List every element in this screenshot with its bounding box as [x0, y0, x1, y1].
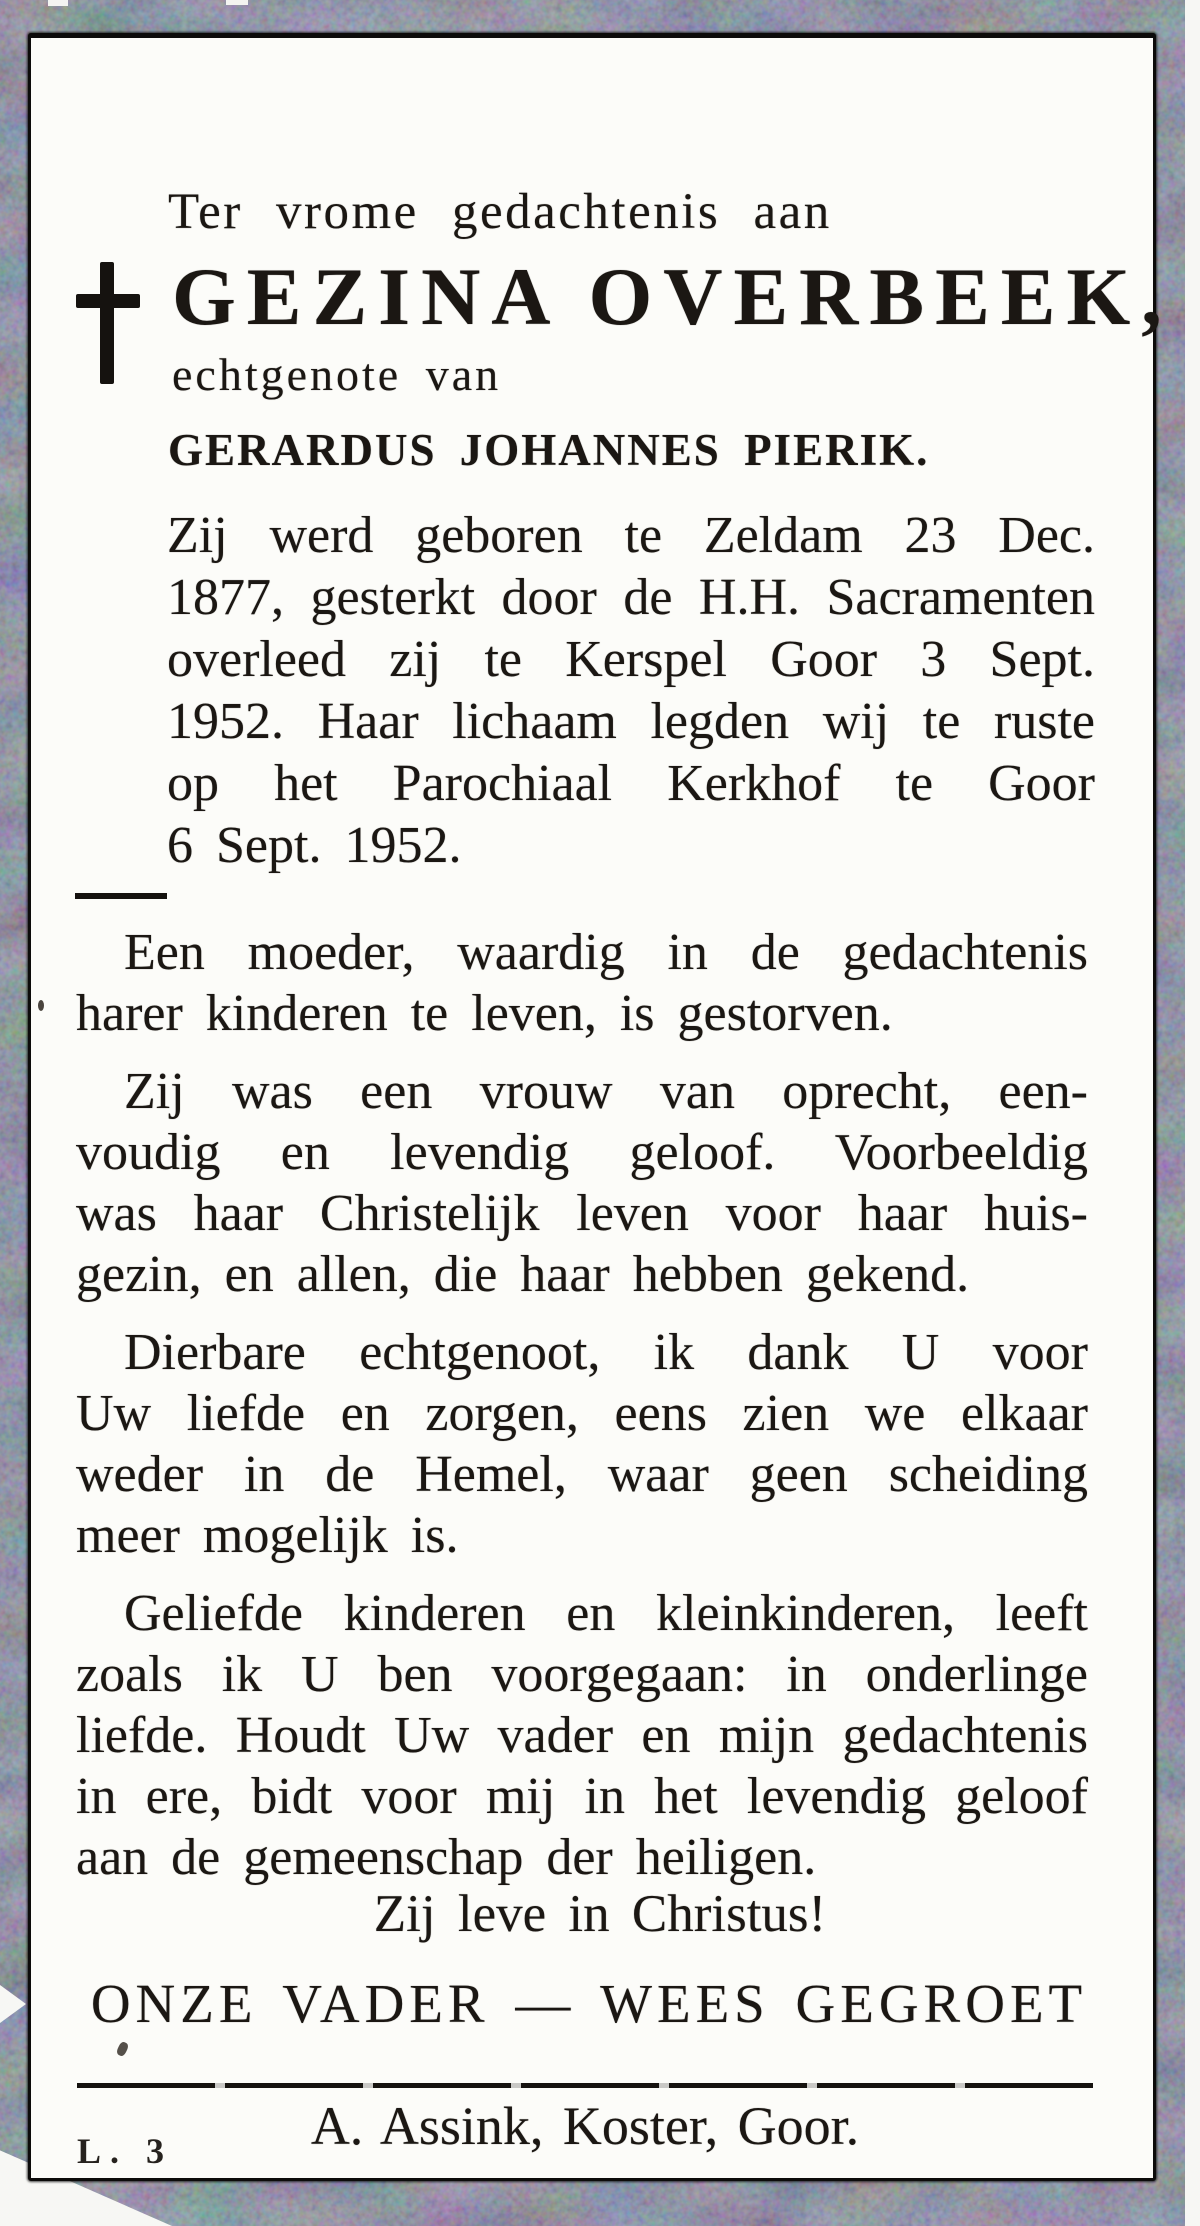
text-line: gezin, en allen, die haar hebben gekend.	[76, 1246, 970, 1303]
text-line: Zij was een vrouw van oprecht, een-	[124, 1063, 1088, 1120]
text-line: Zij werd geboren te Zeldam 23 Dec.	[167, 507, 1095, 564]
text-line: Uw liefde en zorgen, eens zien we elkaar	[76, 1385, 1088, 1442]
corner-mark: L. 3	[77, 2131, 174, 2171]
paragraph-children	[76, 1583, 1088, 1888]
cross-horizontal-bar	[76, 294, 140, 308]
text-line: 6 Sept. 1952.	[167, 817, 462, 874]
text-line: weder in de Hemel, waar geen scheiding	[76, 1446, 1088, 1503]
paragraph-mother	[76, 922, 1088, 1044]
text-line: 1877, gesterkt door de H.H. Sacramenten	[167, 569, 1095, 626]
memorial-text	[76, 922, 1088, 1905]
scan-notch	[226, 0, 248, 5]
memorial-cross-icon	[76, 262, 140, 384]
scan-speckle	[38, 1000, 44, 1011]
intro-line: Ter vrome gedachtenis aan	[168, 184, 832, 240]
scan-notch	[48, 0, 68, 6]
text-line: meer mogelijk is.	[76, 1507, 459, 1564]
text-line: harer kinderen te leven, is gestorven.	[76, 985, 893, 1042]
paragraph-faith	[76, 1061, 1088, 1305]
text-line: overleed zij te Kerspel Goor 3 Sept.	[167, 631, 1095, 688]
text-line: voudig en levendig geloof. Voorbeeldig	[76, 1124, 1088, 1181]
section-divider	[75, 893, 167, 899]
prayer-line: ONZE VADER — WEES GEGROET	[90, 1973, 1088, 2034]
text-line: in ere, bidt voor mij in het levendig geloof	[76, 1768, 1088, 1825]
text-line: zoals ik U ben voorgegaan: in onderlinge	[76, 1646, 1088, 1703]
cross-vertical-bar	[100, 262, 114, 384]
paragraph-husband	[76, 1322, 1088, 1566]
life-summary	[167, 505, 1095, 877]
text-line: Dierbare echtgenoot, ik dank U voor	[124, 1324, 1088, 1381]
printer-credit: A. Assink, Koster, Goor.	[310, 2096, 860, 2156]
text-line: op het Parochiaal Kerkhof te Goor	[167, 755, 1095, 812]
text-line: was haar Christelijk leven voor haar huis-	[76, 1185, 1088, 1242]
text-line: liefde. Houdt Uw vader en mijn gedachtenis	[76, 1707, 1088, 1764]
scanner-edge-strip	[1185, 0, 1200, 2226]
relation-line: echtgenote van	[172, 349, 502, 400]
text-line: Geliefde kinderen en kleinkinderen, leeft	[124, 1585, 1088, 1642]
footer-rule	[77, 2083, 1093, 2088]
text-line: 1952. Haar lichaam legden wij te ruste	[167, 693, 1095, 750]
closing-line: Zij leve in Christus!	[373, 1885, 827, 1943]
deceased-name: GEZINA OVERBEEK,	[172, 251, 1173, 342]
text-line: Een moeder, waardig in de gedachtenis	[124, 924, 1088, 981]
spouse-name: GERARDUS JOHANNES PIERIK.	[168, 425, 930, 475]
text-line: aan de gemeenschap der heiligen.	[76, 1829, 817, 1886]
